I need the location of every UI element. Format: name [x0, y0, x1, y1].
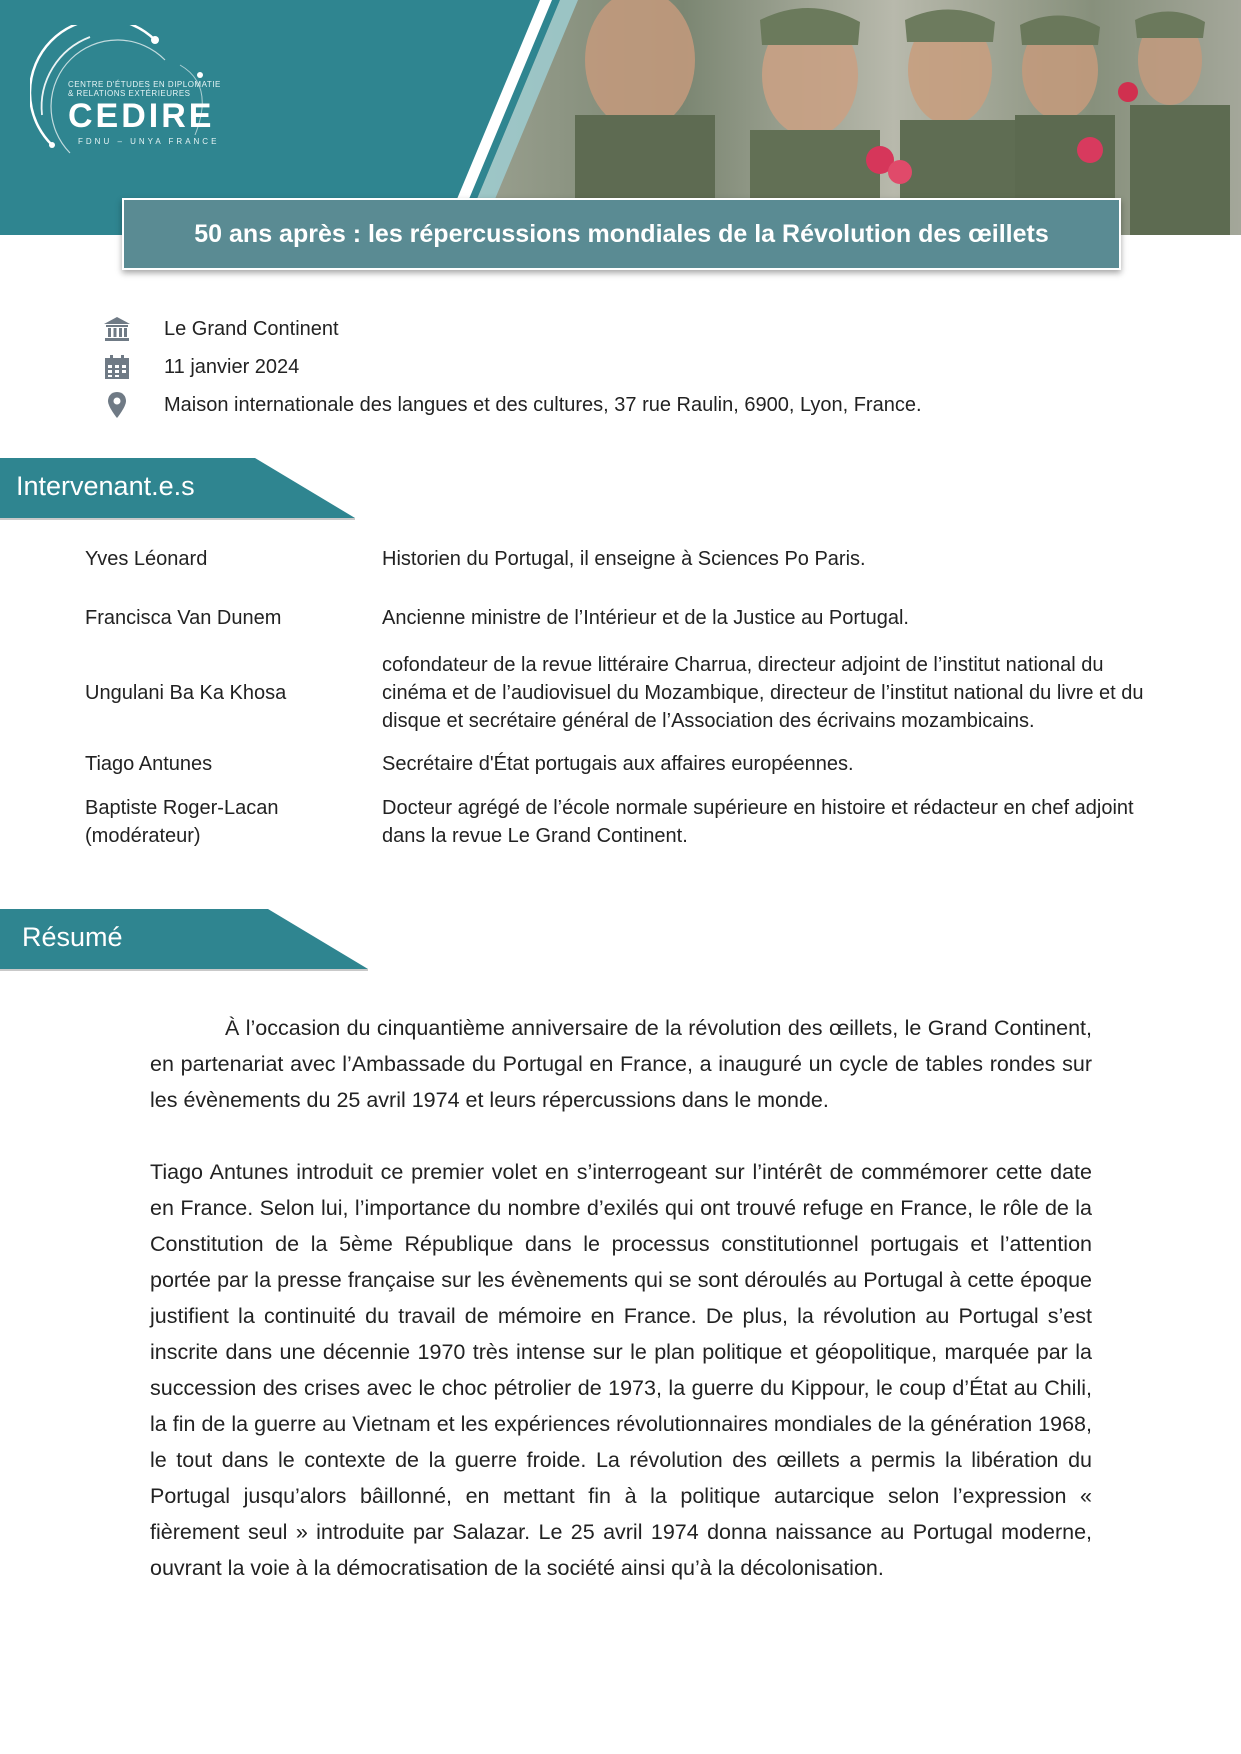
speakers-banner [0, 458, 360, 518]
speaker-description: Ancienne ministre de l’Intérieur et de la Justice au Portugal. [382, 607, 909, 629]
summary-heading: Résumé [22, 922, 123, 952]
logo-subtitle: FDNU – UNYA FRANCE [78, 137, 220, 146]
summary-body [150, 1010, 1092, 1586]
date-text: 11 janvier 2024 [164, 355, 300, 378]
summary-paragraph: Tiago Antunes introduit ce premier volet en s’interrogeant sur l’intérêt de commémorer cette date en France. Selon lui, l’importance du nombre d’exilés qui ont trouvé refuge en France, le rôle de la Constitution de la 5ème République dans le processus constitutionnel portugais et l’attention portée par la presse française sur les évènements qui se sont déroulés au Portugal à cette époque justifient la continuité du travail de mémoire en France. De plus, la révolution au Portugal s’est inscrite dans une décennie 1970 très intense sur le plan politique et géopolitique, marquée par la succession des crises avec le choc pétrolier de 1973, la guerre du Kippour, le coup d’État au Chili, la fin de la guerre au Vietnam et les expériences révolutionnaires mondiales de la génération 1968, le tout dans le contexte de la guerre froide. La révolution des œillets a permis la libération du Portugal jusqu’alors bâillonné, en mettant fin à la politique autarcique selon l’expression « fièrement seul » introduite par Salazar. Le 25 avril 1974 donna naissance au Portugal moderne, ouvrant la voie à la démocratisation de la société ainsi qu’à la décolonisation. [150, 1160, 1092, 1580]
event-location [100, 390, 922, 420]
speaker-description: Secrétaire d'État portugais aux affaires européennes. [382, 753, 854, 775]
organizer-text: Le Grand Continent [164, 317, 339, 340]
speaker-name: Francisca Van Dunem [85, 607, 282, 629]
location-pin-icon [100, 390, 134, 420]
calendar-icon [100, 352, 134, 382]
speaker-description: Historien du Portugal, il enseigne à Sciences Po Paris. [382, 548, 866, 570]
summary-paragraph: À l’occasion du cinquantième anniversaire de la révolution des œillets, le Grand Continent, en partenariat avec l’Ambassade du Portugal en France, a inauguré un cycle de tables rondes sur les évènements du 25 avril 1974 et leurs répercussions dans le monde. [150, 1016, 1092, 1112]
logo-name: CEDIRE [68, 97, 215, 135]
speaker-description: cofondateur de la revue littéraire Charrua, directeur adjoint de l’institut national du cinéma et de l’audiovisuel du Mozambique, directeur de l’institut national du livre et du disque et secrétaire général de l’Association des écrivains mozambicains. [382, 654, 1144, 732]
speaker-name: Ungulani Ba Ka Khosa [85, 682, 287, 704]
building-icon [100, 314, 134, 344]
cedire-logo [30, 25, 230, 170]
page-title: 50 ans après : les répercussions mondiales de la Révolution des œillets [194, 219, 1049, 248]
speaker-name: Yves Léonard [85, 548, 208, 570]
title-box [122, 198, 1121, 270]
speaker-description: Docteur agrégé de l’école normale supérieure en histoire et rédacteur en chef adjoint dans la revue Le Grand Continent. [382, 797, 1134, 847]
page-header [0, 0, 1241, 248]
logo-tagline: & RELATIONS EXTÉRIEURES [68, 89, 191, 98]
speakers-heading: Intervenant.e.s [16, 471, 195, 501]
speaker-name: Tiago Antunes [85, 753, 213, 775]
location-text: Maison internationale des langues et des cultures, 37 rue Raulin, 6900, Lyon, France. [164, 393, 922, 416]
logo-tagline: CENTRE D'ÉTUDES EN DIPLOMATIE [68, 80, 221, 89]
summary-banner [0, 909, 372, 969]
event-date [100, 352, 299, 382]
speaker-name: Baptiste Roger-Lacan (modérateur) [85, 797, 279, 847]
event-organizer [100, 314, 339, 344]
